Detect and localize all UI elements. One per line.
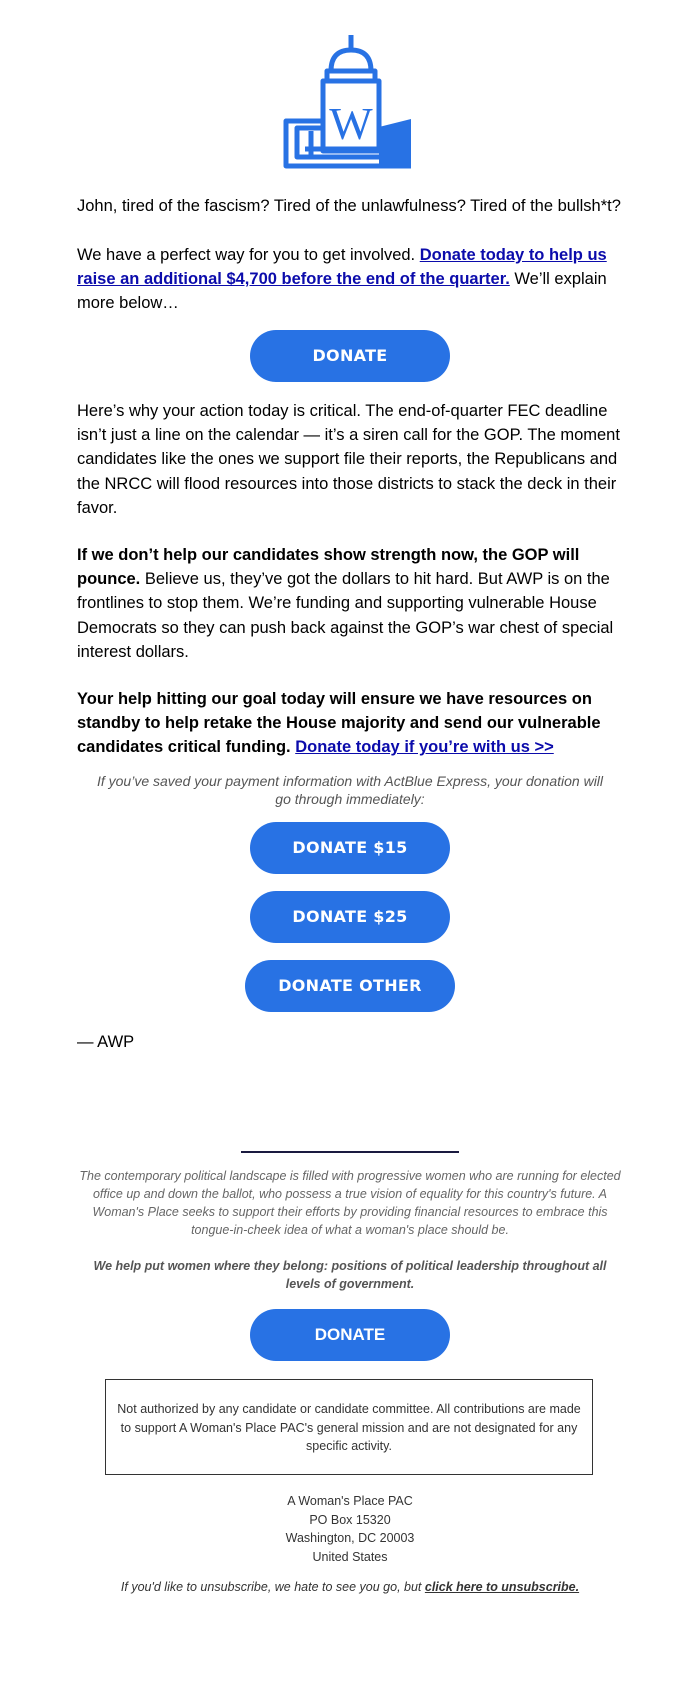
express-note: If you’ve saved your payment information with ActBlue Express, your donation will go through immediately:: [96, 773, 604, 807]
paragraph-critical: Here’s why your action today is critical. The end-of-quarter FEC deadline isn’t just a line on the calendar — it’s a siren call for the GOP. The moment candidates like the ones we support file their reports, the Republicans and the NRCC will flood resources into those districts to stack the deck in their favor.: [77, 402, 620, 517]
paragraph-pounce: [77, 543, 622, 664]
donate-button-footer[interactable]: DONATE: [250, 1309, 450, 1361]
capitol-logo: [283, 33, 420, 172]
involve-text-end: We’ll explain more below…: [77, 270, 607, 313]
footer-blurb: The contemporary political landscape is filled with progressive women who are running for elected office up and down the ballot, who possess a true vision of equality for this country's future. A Woman's Place seeks to support their efforts by providing financial resources to embrace this tongue-in-cheek idea of what a woman's place should be.: [79, 1169, 621, 1237]
pounce-text: Believe us, they’ve got the dollars to hit hard. But AWP is on the frontlines to stop them. We’re funding and supporting vulnerable House Democrats so they can push back against the GOP’s war chest of special interest dollars.: [77, 570, 614, 661]
address-line: A Woman's Place PAC: [287, 1494, 413, 1508]
footer-tagline: We help put women where they belong: positions of political leadership throughout all levels of government.: [93, 1259, 607, 1291]
unsubscribe-link[interactable]: click here to unsubscribe.: [424, 1580, 580, 1594]
donate-25-button[interactable]: DONATE $25: [250, 891, 450, 943]
paragraph-goal: [77, 687, 622, 760]
donate-other-button[interactable]: DONATE OTHER: [245, 960, 455, 1012]
donate-button-top[interactable]: DONATE: [250, 330, 450, 382]
address-line: PO Box 15320: [309, 1512, 391, 1527]
disclaimer-box: Not authorized by any candidate or candidate committee. All contributions are made to support A Woman's Place PAC's general mission and are not designated for any specific activity.: [105, 1379, 593, 1475]
logo-letter: W: [329, 98, 373, 149]
goal-bold-text: Your help hitting our goal today will ensure we have resources on standby to help retake the House majority and send our vulnerable candidates critical funding.: [77, 690, 601, 757]
signoff: — AWP: [77, 1033, 135, 1051]
involve-text: We have a perfect way for you to get involved.: [77, 246, 420, 264]
donate-15-button[interactable]: DONATE $15: [250, 822, 450, 874]
donate-with-us-link[interactable]: Donate today if you’re with us >>: [295, 738, 554, 757]
intro-text: John, tired of the fascism? Tired of the unlawfulness? Tired of the bullsh*t?: [77, 197, 621, 215]
unsubscribe-text: If you'd like to unsubscribe, we hate to see you go, but: [120, 1580, 425, 1594]
mailing-address: [200, 1492, 500, 1566]
pounce-bold-text: If we don’t help our candidates show strength now, the GOP will pounce.: [77, 546, 580, 589]
address-line: United States: [312, 1549, 388, 1564]
unsubscribe-line: [80, 1580, 620, 1594]
footer-divider: [241, 1151, 459, 1153]
donate-goal-link[interactable]: Donate today to help us raise an additional $4,700 before the end of the quarter.: [77, 246, 607, 289]
address-line: Washington, DC 20003: [285, 1531, 415, 1545]
paragraph-involve: [77, 243, 622, 316]
